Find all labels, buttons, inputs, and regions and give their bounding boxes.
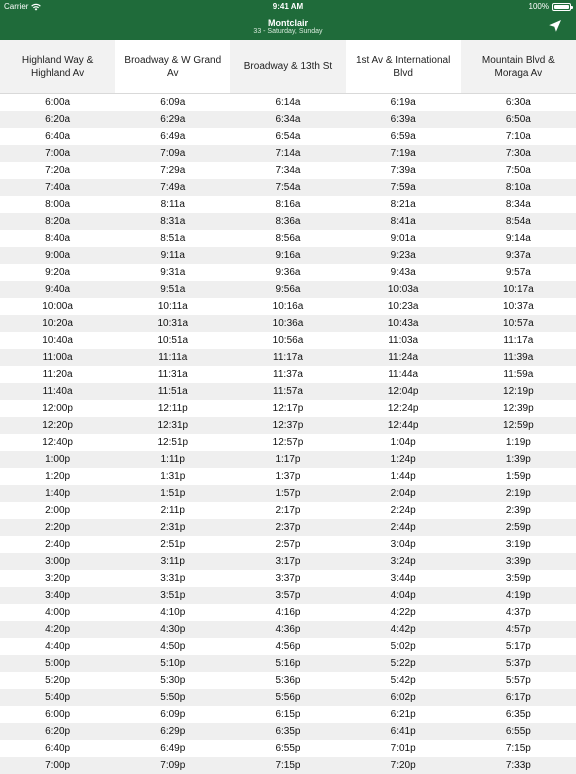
time-cell: 6:19a xyxy=(390,97,416,108)
time-cell: 1:19p xyxy=(505,437,531,448)
table-row xyxy=(0,638,576,655)
time-cell: 7:01p xyxy=(390,743,416,754)
time-cell: 3:37p xyxy=(275,573,301,584)
carrier-label: Carrier xyxy=(4,2,29,11)
time-cell: 3:24p xyxy=(390,556,416,567)
time-cell: 9:01a xyxy=(390,233,416,244)
table-row xyxy=(0,536,576,553)
time-cell: 12:39p xyxy=(503,403,534,414)
time-cell: 3:00p xyxy=(45,556,71,567)
time-cell: 1:39p xyxy=(505,454,531,465)
table-row xyxy=(0,417,576,434)
time-cell: 12:59p xyxy=(503,420,534,431)
battery-percent: 100% xyxy=(528,2,549,11)
time-cell: 12:40p xyxy=(42,437,73,448)
table-row xyxy=(0,587,576,604)
table-row xyxy=(0,621,576,638)
time-cell: 10:51a xyxy=(157,335,189,346)
time-cell: 2:37p xyxy=(275,522,301,533)
route-subtitle: 33 - Saturday, Sunday xyxy=(253,28,323,35)
time-cell: 8:54a xyxy=(505,216,531,227)
time-cell: 7:59a xyxy=(390,182,416,193)
time-cell: 11:03a xyxy=(388,335,419,346)
table-row xyxy=(0,485,576,502)
table-row xyxy=(0,451,576,468)
time-cell: 8:31a xyxy=(160,216,186,227)
table-row xyxy=(0,570,576,587)
time-cell: 4:16p xyxy=(275,607,301,618)
time-cell: 5:02p xyxy=(390,641,416,652)
time-cell: 10:37a xyxy=(503,301,534,312)
time-cell: 2:00p xyxy=(45,505,71,516)
time-cell: 7:09p xyxy=(160,760,186,771)
time-cell: 6:20a xyxy=(45,114,71,125)
time-cell: 12:19p xyxy=(503,386,534,397)
time-cell: 5:30p xyxy=(160,675,186,686)
time-cell: 12:44p xyxy=(387,420,419,431)
time-cell: 6:14a xyxy=(275,97,301,108)
time-cell: 7:15p xyxy=(275,760,301,771)
time-cell: 10:16a xyxy=(272,301,304,312)
schedule-table xyxy=(0,94,576,774)
time-cell: 7:33p xyxy=(505,760,531,771)
time-cell: 11:59a xyxy=(503,369,534,380)
time-cell: 10:31a xyxy=(157,318,189,329)
time-cell: 3:04p xyxy=(390,539,416,550)
time-cell: 6:35p xyxy=(275,726,301,737)
time-cell: 3:31p xyxy=(160,573,186,584)
time-cell: 6:29a xyxy=(160,114,186,125)
table-row xyxy=(0,196,576,213)
table-row xyxy=(0,298,576,315)
time-cell: 11:31a xyxy=(157,369,188,380)
stop-header-4[interactable]: Mountain Blvd & Moraga Av xyxy=(461,40,576,93)
stop-header-2[interactable]: Broadway & 13th St xyxy=(230,40,345,93)
time-cell: 6:55p xyxy=(275,743,301,754)
time-cell: 10:17a xyxy=(503,284,534,295)
route-title: Montclair xyxy=(267,18,308,28)
time-cell: 7:00p xyxy=(45,760,71,771)
time-cell: 9:16a xyxy=(275,250,301,261)
time-cell: 9:20a xyxy=(45,267,71,278)
time-cell: 9:11a xyxy=(160,250,185,261)
time-cell: 12:20p xyxy=(42,420,73,431)
time-cell: 11:40a xyxy=(42,386,73,397)
time-cell: 10:23a xyxy=(387,301,419,312)
time-cell: 4:04p xyxy=(390,590,416,601)
time-cell: 7:19a xyxy=(390,148,416,159)
time-cell: 6:09p xyxy=(160,709,186,720)
time-cell: 2:19p xyxy=(505,488,531,499)
time-cell: 5:00p xyxy=(45,658,71,669)
time-cell: 11:00a xyxy=(42,352,73,363)
battery-icon xyxy=(552,3,571,11)
time-cell: 1:04p xyxy=(390,437,416,448)
time-cell: 4:36p xyxy=(275,624,301,635)
time-cell: 7:00a xyxy=(45,148,71,159)
time-cell: 2:40p xyxy=(45,539,71,550)
time-cell: 9:57a xyxy=(505,267,531,278)
time-cell: 3:59p xyxy=(505,573,531,584)
time-cell: 7:09a xyxy=(160,148,186,159)
time-cell: 7:20p xyxy=(390,760,416,771)
time-cell: 6:49p xyxy=(160,743,186,754)
time-cell: 8:41a xyxy=(390,216,416,227)
time-cell: 1:40p xyxy=(45,488,71,499)
time-cell: 4:56p xyxy=(275,641,301,652)
time-cell: 10:56a xyxy=(272,335,304,346)
table-row xyxy=(0,213,576,230)
stop-header-0[interactable]: Highland Way & Highland Av xyxy=(0,40,115,93)
table-row xyxy=(0,383,576,400)
time-cell: 6:29p xyxy=(160,726,186,737)
table-row xyxy=(0,740,576,757)
time-cell: 6:21p xyxy=(390,709,416,720)
time-cell: 11:57a xyxy=(273,386,303,397)
table-row xyxy=(0,264,576,281)
table-row xyxy=(0,655,576,672)
table-row xyxy=(0,145,576,162)
time-cell: 6:20p xyxy=(45,726,71,737)
time-cell: 2:04p xyxy=(390,488,416,499)
time-cell: 7:54a xyxy=(275,182,301,193)
table-row xyxy=(0,400,576,417)
time-cell: 2:31p xyxy=(160,522,186,533)
time-cell: 5:57p xyxy=(505,675,531,686)
time-cell: 9:23a xyxy=(390,250,416,261)
time-cell: 4:20p xyxy=(45,624,71,635)
table-row xyxy=(0,502,576,519)
time-cell: 2:24p xyxy=(390,505,416,516)
time-cell: 5:16p xyxy=(275,658,301,669)
time-cell: 11:20a xyxy=(42,369,73,380)
time-cell: 2:57p xyxy=(275,539,301,550)
time-cell: 7:14a xyxy=(275,148,301,159)
time-cell: 1:00p xyxy=(45,454,71,465)
time-cell: 10:11a xyxy=(157,301,188,312)
time-cell: 7:50a xyxy=(505,165,531,176)
time-cell: 4:50p xyxy=(160,641,186,652)
table-row xyxy=(0,128,576,145)
time-cell: 6:00p xyxy=(45,709,71,720)
time-cell: 11:37a xyxy=(273,369,303,380)
table-row xyxy=(0,111,576,128)
status-time: 9:41 AM xyxy=(272,2,304,11)
time-cell: 8:00a xyxy=(45,199,71,210)
location-arrow-icon[interactable] xyxy=(548,19,562,33)
time-cell: 6:35p xyxy=(505,709,531,720)
time-cell: 4:00p xyxy=(45,607,71,618)
table-row xyxy=(0,247,576,264)
table-row xyxy=(0,468,576,485)
time-cell: 3:57p xyxy=(275,590,301,601)
table-row xyxy=(0,281,576,298)
time-cell: 5:37p xyxy=(505,658,531,669)
time-cell: 9:31a xyxy=(160,267,186,278)
time-cell: 7:30a xyxy=(505,148,531,159)
time-cell: 6:00a xyxy=(45,97,71,108)
time-cell: 9:51a xyxy=(160,284,186,295)
table-row xyxy=(0,94,576,111)
time-cell: 2:17p xyxy=(275,505,301,516)
time-cell: 3:11p xyxy=(160,556,185,567)
time-cell: 4:57p xyxy=(505,624,531,635)
time-cell: 7:29a xyxy=(160,165,186,176)
time-cell: 8:16a xyxy=(275,199,301,210)
time-cell: 9:36a xyxy=(275,267,301,278)
time-cell: 3:40p xyxy=(45,590,71,601)
time-cell: 3:39p xyxy=(505,556,531,567)
time-cell: 11:11a xyxy=(158,352,188,363)
time-cell: 7:39a xyxy=(390,165,416,176)
time-cell: 2:59p xyxy=(505,522,531,533)
time-cell: 12:11p xyxy=(157,403,188,414)
time-cell: 7:15p xyxy=(505,743,531,754)
time-cell: 4:19p xyxy=(505,590,531,601)
time-cell: 10:57a xyxy=(503,318,534,329)
table-row xyxy=(0,757,576,774)
time-cell: 4:42p xyxy=(390,624,416,635)
time-cell: 1:59p xyxy=(505,471,531,482)
time-cell: 10:00a xyxy=(42,301,73,312)
battery-level xyxy=(554,5,569,9)
time-cell: 12:24p xyxy=(387,403,419,414)
time-cell: 11:51a xyxy=(157,386,188,397)
time-cell: 12:00p xyxy=(42,403,73,414)
stop-header-3[interactable]: 1st Av & International Blvd xyxy=(346,40,461,93)
time-cell: 5:56p xyxy=(275,692,301,703)
time-cell: 12:17p xyxy=(272,403,304,414)
time-cell: 5:22p xyxy=(390,658,416,669)
table-row xyxy=(0,553,576,570)
time-cell: 10:36a xyxy=(272,318,304,329)
time-cell: 1:20p xyxy=(45,471,71,482)
time-cell: 10:03a xyxy=(387,284,419,295)
time-cell: 1:11p xyxy=(160,454,185,465)
navigation-bar xyxy=(0,14,576,40)
table-row xyxy=(0,315,576,332)
time-cell: 6:15p xyxy=(275,709,301,720)
time-cell: 9:40a xyxy=(45,284,71,295)
time-cell: 4:37p xyxy=(505,607,531,618)
time-cell: 6:40a xyxy=(45,131,71,142)
time-cell: 8:51a xyxy=(160,233,186,244)
time-cell: 4:22p xyxy=(390,607,416,618)
time-cell: 6:17p xyxy=(505,692,531,703)
time-cell: 7:49a xyxy=(160,182,186,193)
time-cell: 3:19p xyxy=(505,539,531,550)
table-row xyxy=(0,179,576,196)
table-row xyxy=(0,672,576,689)
time-cell: 10:40a xyxy=(42,335,73,346)
time-cell: 6:09a xyxy=(160,97,186,108)
time-cell: 6:40p xyxy=(45,743,71,754)
time-cell: 5:50p xyxy=(160,692,186,703)
time-cell: 3:17p xyxy=(275,556,301,567)
time-cell: 7:34a xyxy=(275,165,301,176)
time-cell: 6:39a xyxy=(390,114,416,125)
time-cell: 1:24p xyxy=(390,454,416,465)
time-cell: 5:40p xyxy=(45,692,71,703)
time-cell: 11:24a xyxy=(388,352,419,363)
time-cell: 8:36a xyxy=(275,216,301,227)
time-cell: 12:37p xyxy=(272,420,304,431)
time-cell: 8:34a xyxy=(505,199,531,210)
time-cell: 10:20a xyxy=(42,318,73,329)
time-cell: 9:43a xyxy=(390,267,416,278)
time-cell: 8:21a xyxy=(390,199,416,210)
stop-header-1[interactable]: Broadway & W Grand Av xyxy=(115,40,230,93)
battery-indicator xyxy=(529,3,571,11)
time-cell: 2:51p xyxy=(160,539,186,550)
time-cell: 2:11p xyxy=(160,505,185,516)
time-cell: 1:44p xyxy=(390,471,416,482)
table-row xyxy=(0,723,576,740)
time-cell: 5:36p xyxy=(275,675,301,686)
time-cell: 3:51p xyxy=(160,590,186,601)
time-cell: 5:17p xyxy=(505,641,531,652)
time-cell: 11:44a xyxy=(388,369,419,380)
time-cell: 7:20a xyxy=(45,165,71,176)
time-cell: 6:49a xyxy=(160,131,186,142)
time-cell: 3:20p xyxy=(45,573,71,584)
time-cell: 10:43a xyxy=(387,318,419,329)
schedule-header-row xyxy=(0,40,576,94)
time-cell: 5:42p xyxy=(390,675,416,686)
time-cell: 9:37a xyxy=(505,250,531,261)
table-row xyxy=(0,366,576,383)
time-cell: 3:44p xyxy=(390,573,416,584)
time-cell: 9:00a xyxy=(45,250,71,261)
time-cell: 8:56a xyxy=(275,233,301,244)
time-cell: 1:31p xyxy=(160,471,186,482)
time-cell: 12:51p xyxy=(157,437,189,448)
time-cell: 1:37p xyxy=(275,471,301,482)
time-cell: 4:40p xyxy=(45,641,71,652)
table-row xyxy=(0,434,576,451)
time-cell: 11:17a xyxy=(273,352,303,363)
time-cell: 11:39a xyxy=(503,352,534,363)
time-cell: 2:44p xyxy=(390,522,416,533)
time-cell: 1:57p xyxy=(275,488,301,499)
time-cell: 4:30p xyxy=(160,624,186,635)
time-cell: 12:04p xyxy=(387,386,419,397)
table-row xyxy=(0,162,576,179)
time-cell: 6:30a xyxy=(505,97,531,108)
time-cell: 6:41p xyxy=(390,726,416,737)
time-cell: 7:40a xyxy=(45,182,71,193)
time-cell: 6:50a xyxy=(505,114,531,125)
table-row xyxy=(0,689,576,706)
time-cell: 11:17a xyxy=(503,335,534,346)
table-row xyxy=(0,604,576,621)
time-cell: 6:34a xyxy=(275,114,301,125)
app-top-bar xyxy=(0,0,576,40)
time-cell: 8:10a xyxy=(505,182,531,193)
time-cell: 7:10a xyxy=(505,131,531,142)
time-cell: 6:59a xyxy=(390,131,416,142)
time-cell: 12:31p xyxy=(157,420,189,431)
time-cell: 2:20p xyxy=(45,522,71,533)
time-cell: 5:20p xyxy=(45,675,71,686)
time-cell: 1:51p xyxy=(160,488,186,499)
table-row xyxy=(0,332,576,349)
time-cell: 5:10p xyxy=(160,658,186,669)
status-bar xyxy=(0,0,576,14)
table-row xyxy=(0,706,576,723)
time-cell: 9:14a xyxy=(505,233,531,244)
time-cell: 12:57p xyxy=(272,437,304,448)
time-cell: 6:55p xyxy=(505,726,531,737)
time-cell: 8:20a xyxy=(45,216,71,227)
table-row xyxy=(0,230,576,247)
time-cell: 2:39p xyxy=(505,505,531,516)
time-cell: 8:40a xyxy=(45,233,71,244)
table-row xyxy=(0,349,576,366)
time-cell: 6:54a xyxy=(275,131,301,142)
time-cell: 1:17p xyxy=(275,454,301,465)
time-cell: 8:11a xyxy=(160,199,185,210)
time-cell: 6:02p xyxy=(390,692,416,703)
time-cell: 9:56a xyxy=(275,284,301,295)
table-row xyxy=(0,519,576,536)
time-cell: 4:10p xyxy=(160,607,186,618)
